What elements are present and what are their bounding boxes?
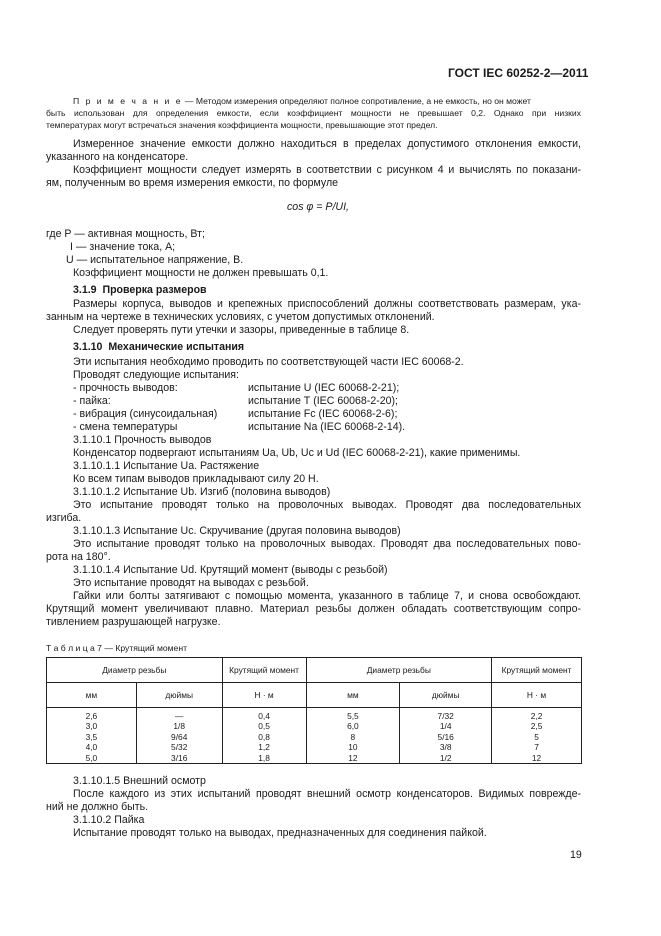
header-mm: мм — [47, 683, 137, 708]
col-nm-right — [492, 708, 582, 764]
table-header-row — [47, 658, 582, 683]
section-title: Механические испытания — [108, 341, 245, 353]
note-text-1: — Методом измерения определяют полное сопротивление, а не емкость, но он может — [182, 96, 531, 106]
header-diameter: Диаметр резьбы — [47, 658, 223, 683]
cell: 7 — [534, 742, 539, 753]
para6: Эти испытания необходимо проводить по соответствующей части IEC 60068-2. — [73, 356, 464, 368]
test-spec-4: испытание Na (IEC 60068-2-14). — [248, 421, 406, 433]
header-inches: дюймы — [400, 683, 492, 708]
cell: 3/16 — [171, 752, 188, 763]
section-3-1-10-1-1: 3.1.10.1.1 Испытание Ua. Растяжение — [73, 460, 260, 472]
section-3-1-10-1-3: 3.1.10.1.3 Испытание Uc. Скручивание (другая половина выводов) — [73, 525, 401, 537]
section-3-1-10-1-2: 3.1.10.1.2 Испытание Ub. Изгиб (половина выводов) — [73, 486, 331, 498]
cell: 0,8 — [258, 731, 270, 742]
cell: 4,0 — [85, 742, 98, 753]
cell: 9/64 — [171, 731, 188, 742]
para14-line2: ний не должно быть. — [46, 801, 149, 813]
test-name-1: - прочность выводов: — [73, 382, 178, 394]
section-3-1-10-1: 3.1.10.1 Прочность выводов — [73, 434, 212, 446]
cell: 7/32 — [437, 711, 454, 721]
section-3-1-10-1-5: 3.1.10.1.5 Внешний осмотр — [73, 775, 206, 787]
note-line-1 — [73, 95, 531, 107]
page-number: 19 — [570, 849, 582, 861]
table-data-row — [47, 708, 582, 764]
cell: 2,2 — [530, 711, 543, 721]
section-3-1-10 — [73, 341, 244, 354]
para4-line2: занным на чертеже в технических условиях, с учетом допустимых отклонений. — [46, 311, 435, 323]
formula: cos φ = P/UI, — [287, 201, 349, 213]
test-spec-3: испытание Fc (IEC 60068-2-6); — [248, 408, 398, 420]
col-nm-left — [222, 708, 306, 764]
para1-line1: Измеренное значение емкости должно находиться в пределах допустимого отклонения емкости, — [73, 138, 581, 150]
para10-line2: изгиба. — [46, 512, 82, 524]
cell: 10 — [348, 742, 358, 753]
cell: 5/16 — [437, 731, 454, 742]
cell: 0,5 — [258, 721, 270, 732]
cell: 2,5 — [530, 721, 543, 732]
cell: 1/2 — [439, 752, 452, 763]
note-line-2: быть использован для определения емкости, если коэффициент мощности не превышает 0,2. Однако при низких — [46, 108, 581, 118]
para15: Испытание проводят только на выводах, предназначенных для соединения пайкой. — [73, 827, 487, 839]
cell: 3/8 — [439, 742, 452, 753]
header-torque: Крутящий момент — [492, 658, 582, 683]
cell: 5/32 — [171, 742, 188, 753]
para13-line2: Крутящий момент увеличивают плавно. Материал резьбы должен обладать соответствующим сопро- — [46, 603, 581, 615]
para10-line1: Это испытание проводят только на проволочных выводах. Проводят два последовательных — [73, 499, 581, 511]
torque-table — [46, 657, 582, 764]
where-line-1: где P — активная мощность, Вт; — [46, 228, 205, 240]
col-inches-right — [400, 708, 492, 764]
where-line-2: I — значение тока, А; — [70, 241, 176, 253]
para2-line1: Коэффициент мощности следует измерять в соответствии с рисунком 4 и вычислять по показани- — [73, 164, 581, 176]
para9: Ко всем типам выводов прикладывают силу 20 Н. — [73, 473, 319, 485]
cell: 1/8 — [173, 721, 186, 732]
section-number: 3.1.9 — [73, 284, 97, 296]
section-3-1-10-2: 3.1.10.2 Пайка — [73, 814, 145, 826]
header-torque: Крутящий момент — [222, 658, 306, 683]
cell: 5 — [534, 731, 539, 742]
para3: Коэффициент мощности не должен превышать 0,1. — [73, 267, 329, 279]
para2-line2: ям, полученным во время измерения емкости, по формуле — [46, 177, 339, 189]
header-nm: Н · м — [222, 683, 306, 708]
cell: 6,0 — [347, 721, 359, 732]
test-name-4: - смена температуры — [73, 421, 178, 433]
para13-line3: тивлением разрушающей нагрузке. — [46, 616, 221, 628]
section-3-1-9 — [73, 284, 207, 297]
header-inches: дюймы — [136, 683, 222, 708]
para1-line2: указанного на конденсаторе. — [46, 151, 189, 163]
cell: 5,0 — [85, 752, 98, 763]
cell: 8 — [350, 731, 356, 742]
para11-line1: Это испытание проводят только на проволочных выводах. Проводят два последовательных пово- — [73, 538, 581, 550]
test-name-3: - вибрация (синусоидальная) — [73, 408, 218, 420]
cell: 3,0 — [85, 721, 98, 732]
table-units-row — [47, 683, 582, 708]
document-header: ГОСТ IEC 60252-2—2011 — [448, 66, 589, 80]
para11-line2: рота на 180°. — [46, 551, 111, 563]
para5: Следует проверять пути утечки и зазоры, приведенные в таблице 8. — [73, 324, 410, 336]
header-mm: мм — [306, 683, 400, 708]
cell: 1/4 — [439, 721, 452, 732]
cell: 3,5 — [85, 731, 98, 742]
col-mm-right — [306, 708, 400, 764]
col-mm-left — [47, 708, 137, 764]
para14-line1: После каждого из этих испытаний проводят внешний осмотр конденсаторов. Видимых поврежде- — [73, 788, 581, 800]
para4-line1: Размеры корпуса, выводов и крепежных приспособлений должны соответствовать размерам, ука- — [73, 298, 581, 310]
cell: 12 — [348, 752, 358, 763]
para8: Конденсатор подвергают испытаниям Ua, Ub, Uc и Ud (IEC 60068-2-21), какие применимы. — [73, 447, 521, 459]
section-title: Проверка размеров — [102, 284, 207, 296]
para7: Проводят следующие испытания: — [73, 369, 239, 381]
test-name-2: - пайка: — [73, 395, 111, 407]
header-nm: Н · м — [492, 683, 582, 708]
cell: 5,5 — [347, 711, 359, 721]
test-spec-2: испытание Т (IEC 60068-2-20); — [248, 395, 398, 407]
where-line-3: U — испытательное напряжение, В. — [66, 254, 244, 266]
note-label: П р и м е ч а н и е — [73, 96, 183, 106]
col-inches-left — [136, 708, 222, 764]
cell: 1,2 — [258, 742, 270, 753]
cell: 0,4 — [258, 711, 270, 721]
cell: 1,8 — [258, 752, 270, 763]
para13-line1: Гайки или болты затягивают с помощью момента, указанного в таблице 7, и снова освобождают. — [73, 590, 581, 602]
test-spec-1: испытание U (IEC 60068-2-21); — [248, 382, 400, 394]
cell: 12 — [531, 752, 542, 763]
section-3-1-10-1-4: 3.1.10.1.4 Испытание Ud. Крутящий момент (выводы с резьбой) — [73, 564, 388, 576]
para12: Это испытание проводят на выводах с резьбой. — [73, 577, 309, 589]
note-line-3: температурах могут встречаться значения коэффициента мощности, превышающие этот предел. — [46, 120, 438, 130]
cell: 2,6 — [85, 711, 98, 721]
table-caption: Т а б л и ц а 7 — Крутящий момент — [46, 643, 188, 653]
section-number: 3.1.10 — [73, 341, 103, 353]
header-diameter: Диаметр резьбы — [306, 658, 492, 683]
cell: — — [175, 711, 184, 721]
